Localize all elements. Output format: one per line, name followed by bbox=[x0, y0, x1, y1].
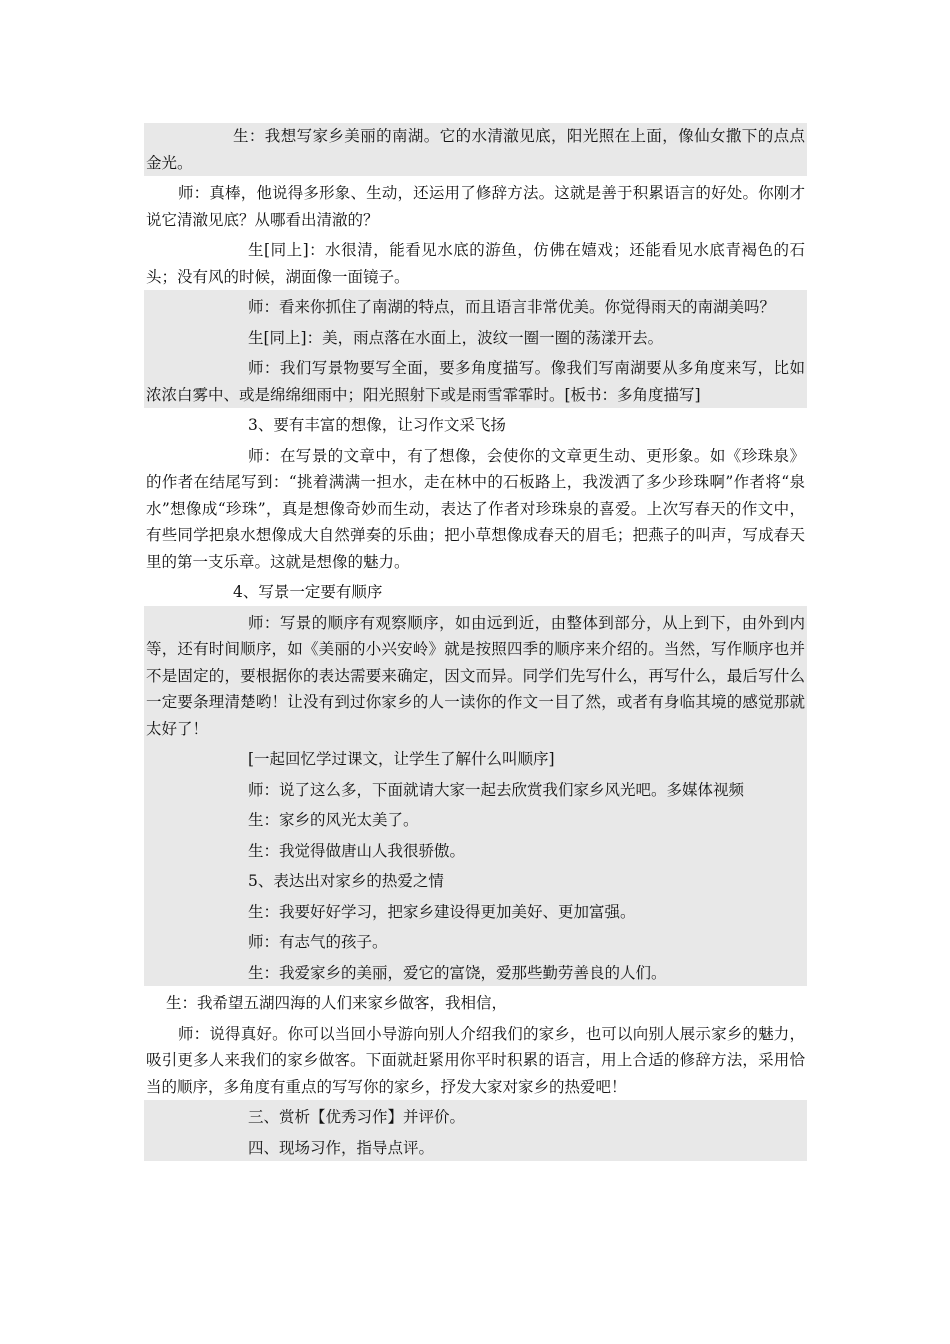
paragraph-16: 生：我要好好学习，把家乡建设得更加美好、更加富强。 bbox=[144, 899, 807, 926]
heading-3: 3、要有丰富的想像，让习作文采飞扬 bbox=[248, 416, 506, 434]
paragraph-2: 师：真棒，他说得多形象、生动，还运用了修辞方法。这就是善于积累语言的好处。你刚才说它清澈见底？从哪看出清澈的？ bbox=[146, 184, 805, 229]
paragraph-14: 生：我觉得做唐山人我很骄傲。 bbox=[144, 838, 807, 865]
paragraph-17: 师：有志气的孩子。 bbox=[144, 929, 807, 956]
paragraph-6: 师：我们写景物要写全面，要多角度描写。像我们写南湖要从多角度来写，比如浓浓白雾中、或是绵绵细雨中；阳光照射下或是雨雪霏霏时。[板书：多角度描写] bbox=[144, 355, 807, 408]
paragraph-5: 生[同上]：美，雨点落在水面上，波纹一圈一圈的荡漾开去。 bbox=[144, 325, 807, 352]
paragraph-8: 师：在写景的文章中，有了想像，会使你的文章更生动、更形象。如《珍珠泉》的作者在结尾写到：“挑着满满一担水，走在林中的石板路上，我泼洒了多少珍珠啊”作者将“泉水”想像成“珍珠”，真是想像奇妙而生动，表达了作者对珍珠泉的喜爱。上次写春天的作文中，有些同学把泉水想像成大自然弹奏的乐曲；把小草想像成春天的眉毛；把燕子的叫声，写成春天里的第一支乐章。这就是想像的魅力。 bbox=[146, 446, 805, 571]
paragraph-13: 生：家乡的风光太美了。 bbox=[144, 807, 807, 834]
paragraph-20: 师：说得真好。你可以当回小导游向别人介绍我们的家乡，也可以向别人展示家乡的魅力，吸引更多人来我们的家乡做客。下面就赶紧用你平时积累的语言，用上合适的修辞方法，采用恰当的顺序，多角度有重点的写写你的家乡，抒发大家对家乡的热爱吧！ bbox=[146, 1024, 805, 1096]
heading-5: 5、表达出对家乡的热爱之情 bbox=[144, 868, 807, 895]
paragraph-11: [一起回忆学过课文，让学生了解什么叫顺序] bbox=[144, 746, 807, 773]
heading-section-3: 三、赏析【优秀习作】并评价。 bbox=[144, 1104, 807, 1131]
paragraph-4: 师：看来你抓住了南湖的特点，而且语言非常优美。你觉得雨天的南湖美吗？ bbox=[144, 294, 807, 321]
paragraph-3: 生[同上]：水很清，能看见水底的游鱼，仿佛在嬉戏；还能看见水底青褐色的石头；没有风的时候，湖面像一面镜子。 bbox=[146, 241, 805, 286]
paragraph-19: 生：我希望五湖四海的人们来家乡做客，我相信， bbox=[166, 994, 508, 1012]
document-page bbox=[144, 123, 807, 1161]
paragraph-18: 生：我爱家乡的美丽，爱它的富饶，爱那些勤劳善良的人们。 bbox=[144, 960, 807, 987]
paragraph-10: 师：写景的顺序有观察顺序，如由远到近，由整体到部分，从上到下，由外到内等，还有时间顺序，如《美丽的小兴安岭》就是按照四季的顺序来介绍的。当然，写作顺序也并不是固定的，要根据你的表达需要来确定，因文而异。同学们先写什么，再写什么，最后写什么一定要条理清楚哟！让没有到过你家乡的人一读你的作文一目了然，或者有身临其境的感觉那就太好了！ bbox=[144, 610, 807, 743]
heading-section-4: 四、现场习作，指导点评。 bbox=[144, 1135, 807, 1162]
heading-4: 4、写景一定要有顺序 bbox=[233, 583, 383, 601]
paragraph-1: 生：我想写家乡美丽的南湖。它的水清澈见底，阳光照在上面，像仙女撒下的点点金光。 bbox=[144, 123, 807, 176]
paragraph-12: 师：说了这么多，下面就请大家一起去欣赏我们家乡风光吧。多媒体视频 bbox=[144, 777, 807, 804]
